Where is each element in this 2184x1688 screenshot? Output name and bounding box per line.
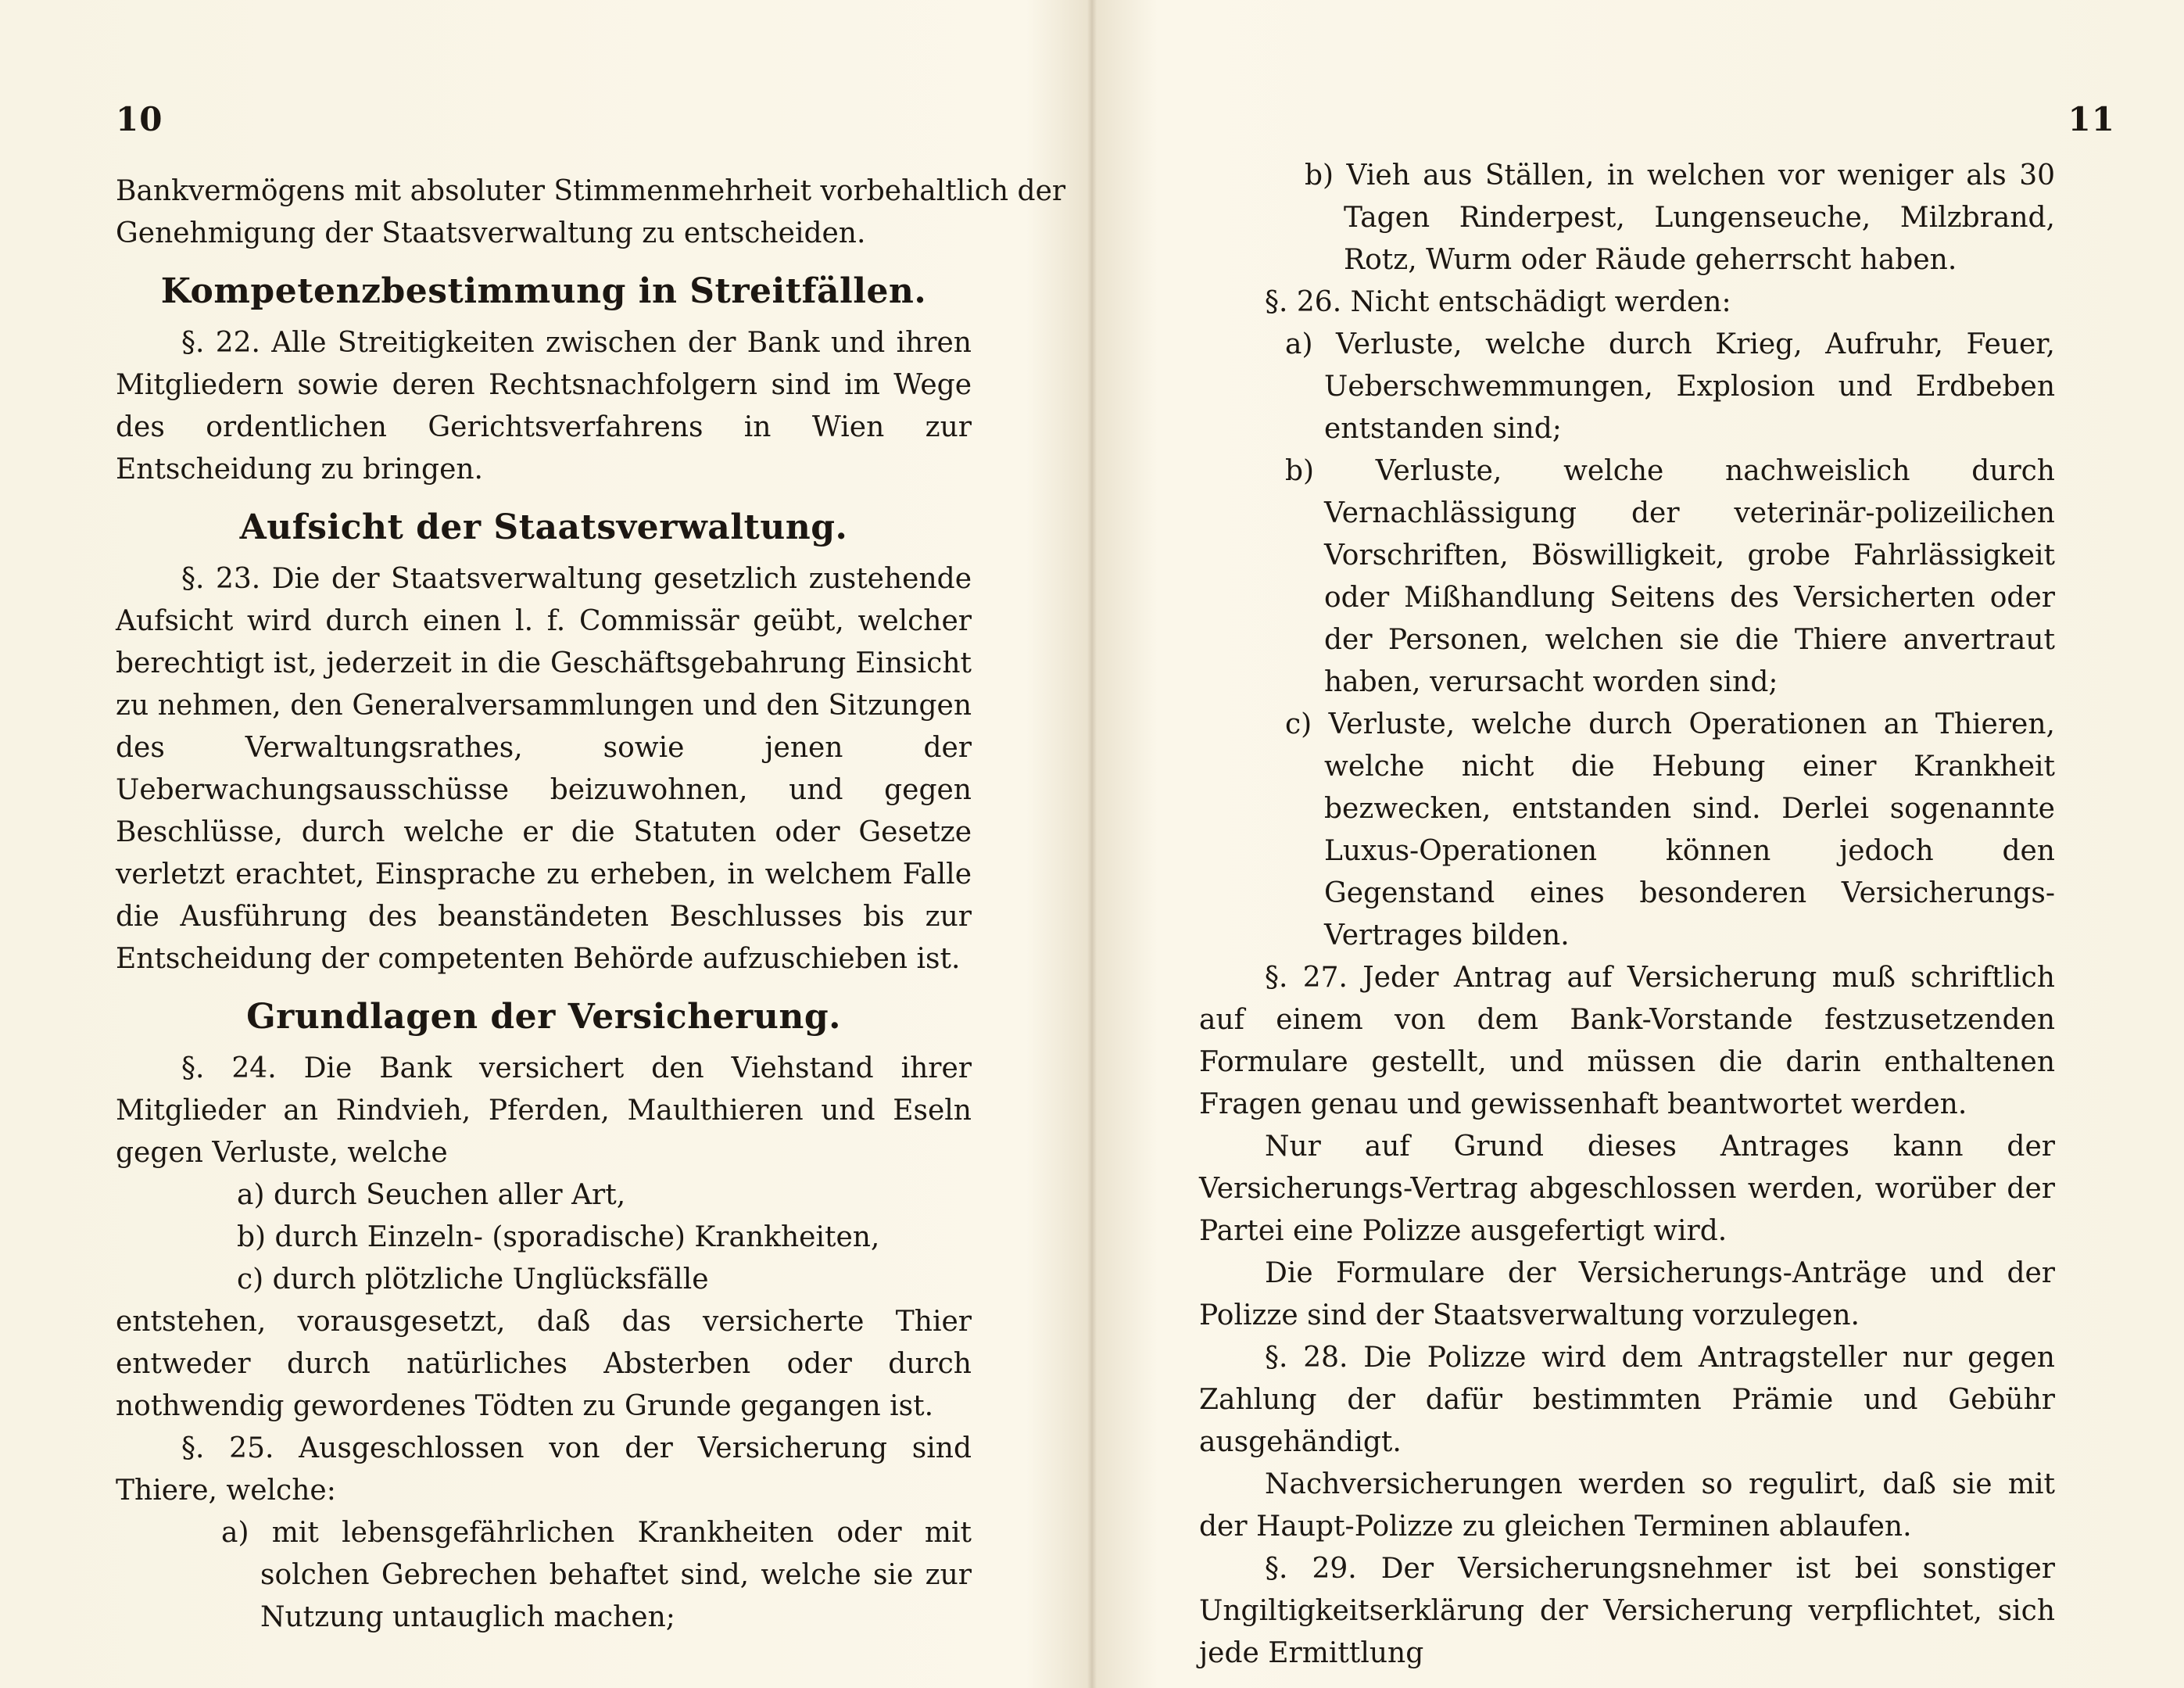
list-item: c) durch plötzliche Unglücksfälle <box>237 1263 709 1296</box>
paragraph-26: §. 26. Nicht entschädigt werden: <box>1265 286 1731 318</box>
list-item: c) Verluste, welche durch Operationen an Thieren, welche nicht die Hebung einer Krankheit bezwecken, entstanden sind. Derlei sogenannte Luxus-Operationen können jedoch den Gegenstand eines besonderen Versicherungs-Vertrages bilden. <box>1285 708 2055 952</box>
text-line: Bankvermögens mit absoluter Stimmenmehrheit vorbehaltlich der <box>116 175 1066 207</box>
page-number: 10 <box>116 100 163 138</box>
paragraph-27: §. 27. Jeder Antrag auf Versicherung muß schriftlich auf einem von dem Bank-Vorstande festzusetzenden Formulare gestellt, und müssen die darin enthaltenen Fragen genau und gewissenhaft beantwortet werden. <box>1199 962 2055 1120</box>
paragraph-29: §. 29. Der Versicherungsnehmer ist bei sonstiger Ungiltigkeitserklärung der Versicherung verpflichtet, sich jede Ermittlung <box>1199 1553 2055 1669</box>
paragraph-27-3: Die Formulare der Versicherungs-Anträge und der Polizze sind der Staatsverwaltung vorzulegen. <box>1199 1257 2055 1331</box>
paragraph-27-2: Nur auf Grund dieses Antrages kann der Versicherungs-Vertrag abgeschlossen werden, worüber der Partei eine Polizze ausgefertigt wird. <box>1199 1131 2055 1247</box>
text-line: Genehmigung der Staatsverwaltung zu entscheiden. <box>116 217 866 249</box>
page-number: 11 <box>2068 100 2115 138</box>
paragraph-24-end: entstehen, vorausgesetzt, daß das versicherte Thier entweder durch natürliches Absterben oder durch nothwendig gewordenes Tödten zu Grunde gegangen ist. <box>116 1306 972 1422</box>
paragraph-23: §. 23. Die der Staatsverwaltung gesetzlich zustehende Aufsicht wird durch einen l. f. Commissär geübt, welcher berechtigt ist, jederzeit in die Geschäftsgebahrung Einsicht zu nehmen, den Generalversammlungen und den Sitzungen des Verwaltungsrathes, sowie jenen der Ueberwachungsausschüsse beizuwohnen, und gegen Beschlüsse, durch welche er die Statuten oder Gesetze verletzt erachtet, Einsprache zu erheben, in welchem Falle die Ausführung des beanständeten Beschlusses bis zur Entscheidung der competenten Behörde aufzuschieben ist. <box>116 563 972 975</box>
list-item: a) durch Seuchen aller Art, <box>237 1179 626 1211</box>
list-item: a) mit lebensgefährlichen Krankheiten oder mit solchen Gebrechen behaftet sind, welche sie zur Nutzung untauglich machen; <box>221 1517 972 1633</box>
section-heading: Aufsicht der Staatsverwaltung. <box>239 507 848 547</box>
list-item: a) Verluste, welche durch Krieg, Aufruhr, Feuer, Ueberschwemmungen, Explosion und Erdbeben entstanden sind; <box>1285 328 2055 445</box>
right-page <box>1094 0 2184 1688</box>
paragraph-24: §. 24. Die Bank versichert den Viehstand ihrer Mitglieder an Rindvieh, Pferden, Maulthieren und Eseln gegen Verluste, welche <box>116 1052 972 1169</box>
list-item: b) durch Einzeln- (sporadische) Krankheiten, <box>237 1221 880 1253</box>
section-heading: Kompetenzbestimmung in Streitfällen. <box>160 271 927 311</box>
section-heading: Grundlagen der Versicherung. <box>246 997 841 1037</box>
left-page-text <box>116 170 1066 1639</box>
left-page <box>0 0 1090 1688</box>
paragraph-22: §. 22. Alle Streitigkeiten zwischen der Bank und ihren Mitgliedern sowie deren Rechtsnachfolgern sind im Wege des ordentlichen Gerichtsverfahrens in Wien zur Entscheidung zu bringen. <box>116 327 972 486</box>
paragraph-28: §. 28. Die Polizze wird dem Antragsteller nur gegen Zahlung der dafür bestimmten Prämie und Gebühr ausgehändigt. <box>1199 1342 2055 1458</box>
list-item: b) Verluste, welche nachweislich durch Vernachlässigung der veterinär-polizeilichen Vorschriften, Böswilligkeit, grobe Fahrlässigkeit oder Mißhandlung Seitens des Versicherten oder der Personen, welchen sie die Thiere anvertraut haben, verursacht worden sind; <box>1285 455 2055 698</box>
right-page-text <box>1199 155 2055 1675</box>
list-item: b) Vieh aus Ställen, in welchen vor weniger als 30 Tagen Rinderpest, Lungenseuche, Milzbrand, Rotz, Wurm oder Räude geherrscht haben. <box>1305 159 2055 276</box>
paragraph-28-2: Nachversicherungen werden so regulirt, daß sie mit der Haupt-Polizze zu gleichen Terminen ablaufen. <box>1199 1468 2055 1543</box>
paragraph-25: §. 25. Ausgeschlossen von der Versicherung sind Thiere, welche: <box>116 1432 972 1507</box>
